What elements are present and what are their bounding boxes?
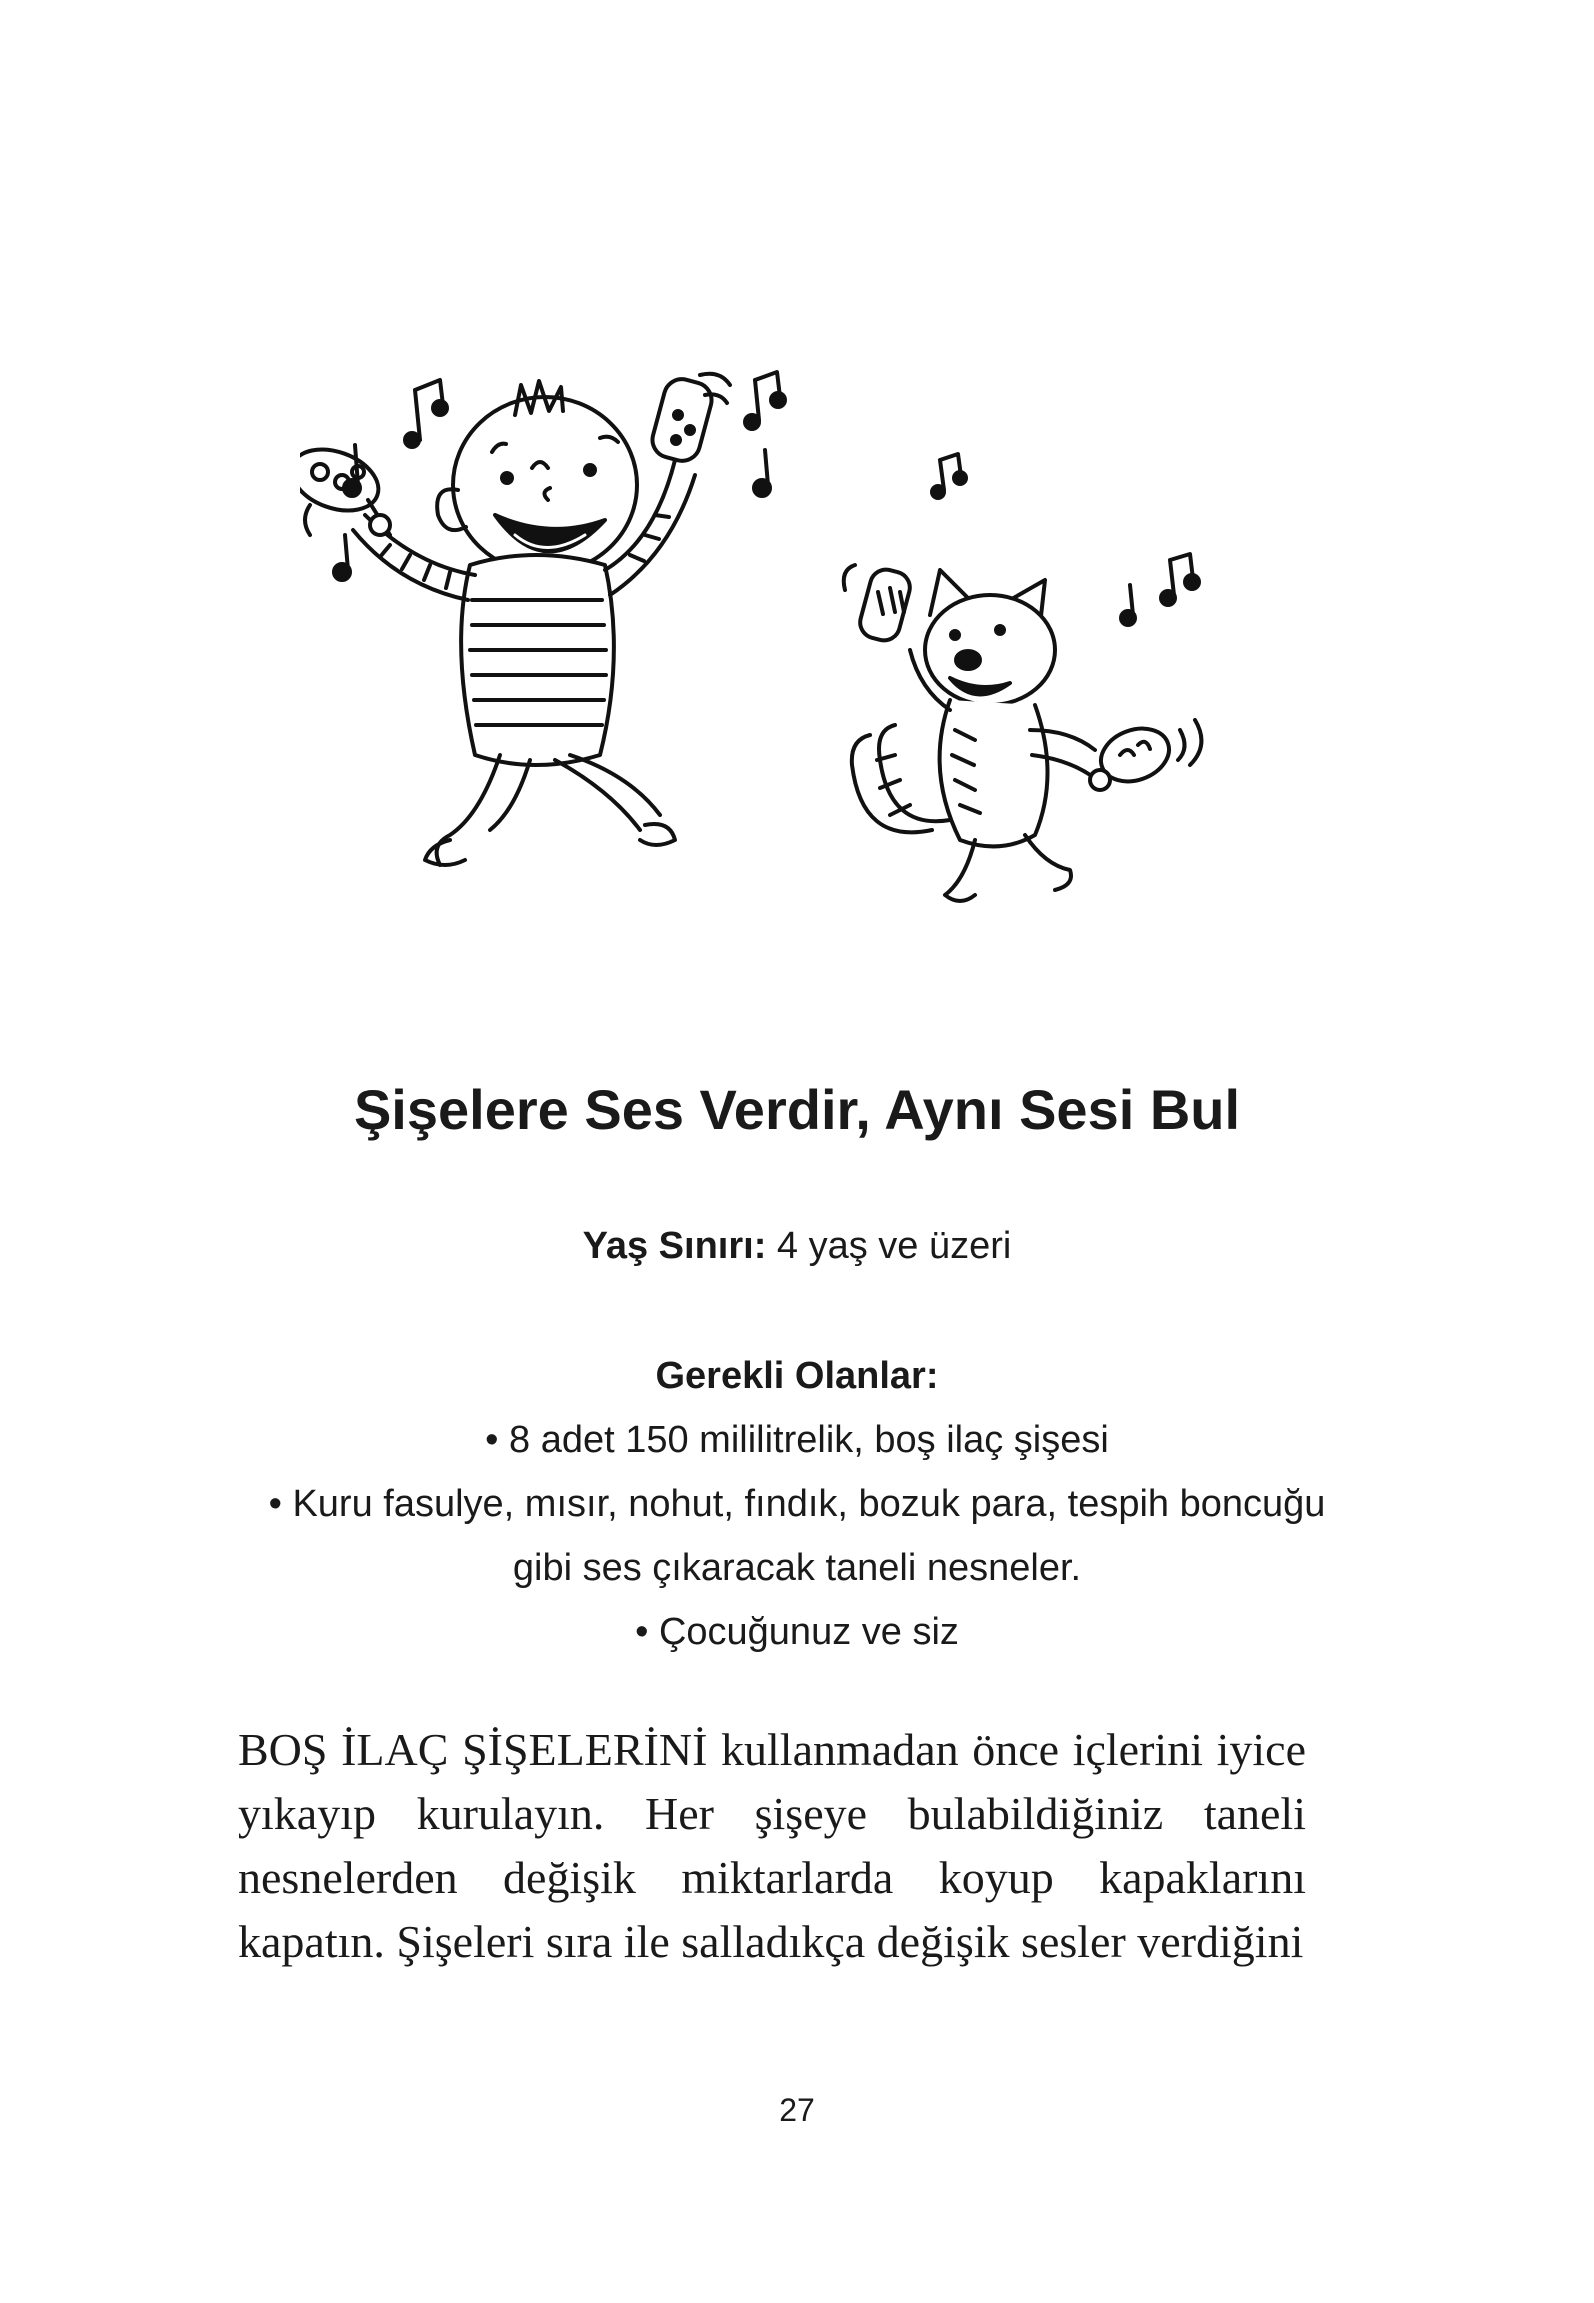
music-notes xyxy=(300,372,1199,625)
page-title: Şişelere Ses Verdir, Aynı Sesi Bul xyxy=(353,1078,1241,1141)
age-limit-value: 4 yaş ve üzeri xyxy=(776,1225,1012,1267)
age-limit-label: Yaş Sınırı: xyxy=(582,1225,767,1267)
list-item: • Kuru fasulye, mısır, nohut, fındık, bozuk para, tespih boncuğu gibi ses çıkaracak taneli nesneler. xyxy=(268,1483,1326,1589)
requirements-heading: Gerekli Olanlar: xyxy=(655,1355,939,1397)
cat-figure xyxy=(844,565,1202,901)
boy-figure xyxy=(300,375,716,865)
age-limit xyxy=(0,1214,1594,1278)
body-paragraph xyxy=(238,1718,1306,1974)
page-number: 27 xyxy=(779,2092,815,2128)
list-item: • 8 adet 150 mililitrelik, boş ilaç şişesi xyxy=(485,1419,1109,1461)
dancing-boy-and-cat-illustration xyxy=(300,360,1280,920)
requirements-list xyxy=(0,1408,1594,1664)
body-lead: BOŞ İLAÇ ŞİŞELERİNİ xyxy=(238,1724,708,1775)
list-item: • Çocuğunuz ve siz xyxy=(635,1611,959,1653)
body-text: kullanmadan önce içlerini iyice yıkayıp kurulayın. Her şişeye bulabildiğiniz taneli nesnelerden değişik miktarlarda koyup kapaklarını kapatın. Şişeleri sıra ile salladıkça değişik sesler verdiğini xyxy=(238,1724,1307,1967)
